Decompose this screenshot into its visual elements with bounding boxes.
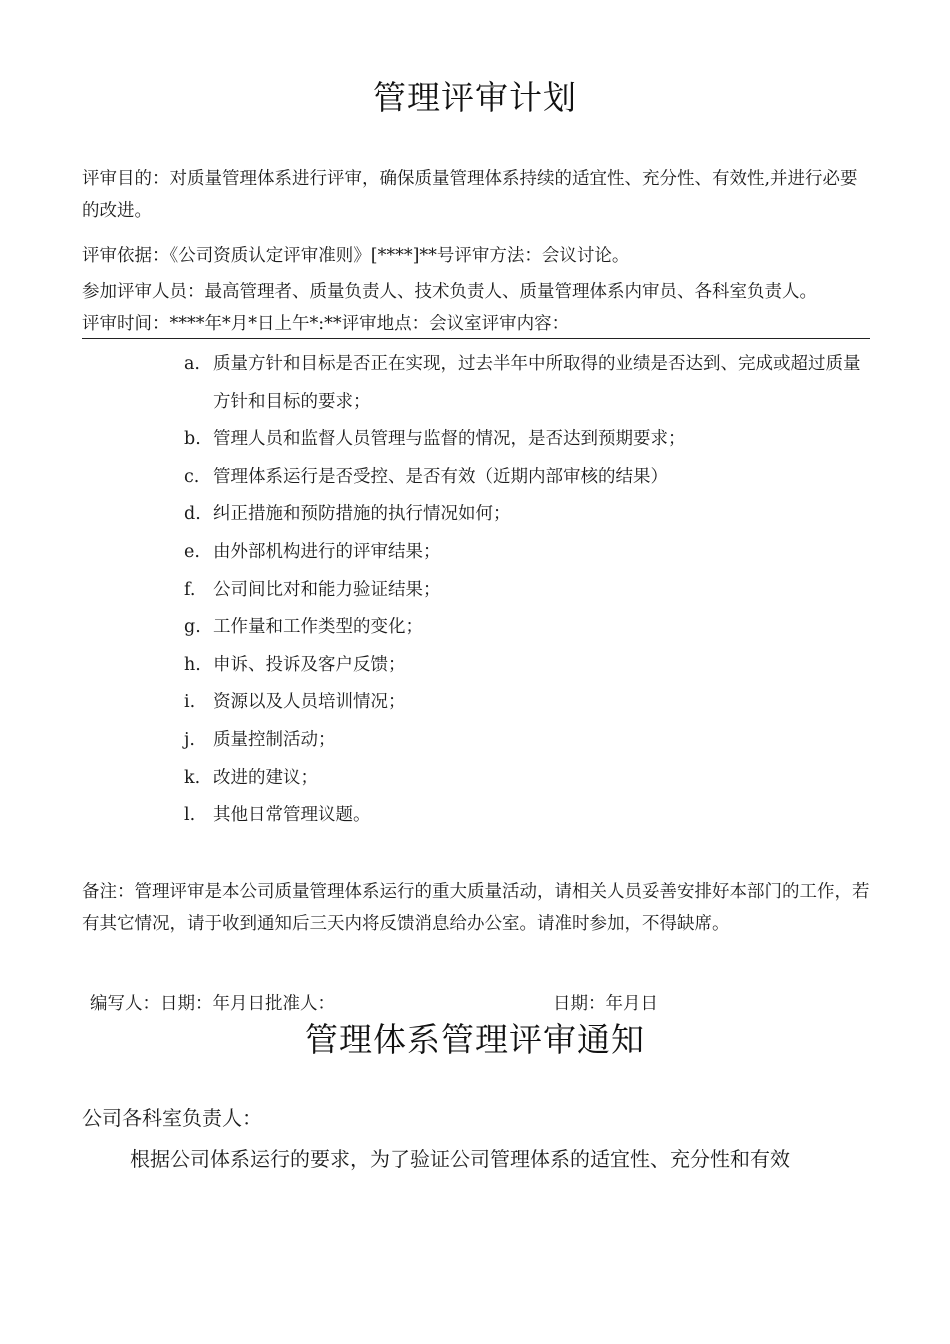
list-item-text: 由外部机构进行的评审结果； xyxy=(213,541,441,562)
list-marker: k. xyxy=(184,767,201,788)
list-item xyxy=(184,496,874,534)
list-marker: d. xyxy=(184,504,201,525)
list-marker: a. xyxy=(184,354,200,374)
plan-title: 管理评审计划 xyxy=(373,78,577,117)
list-item xyxy=(184,609,874,647)
notice-title: 管理体系管理评审通知 xyxy=(305,1020,645,1059)
list-marker: f. xyxy=(184,579,196,600)
list-item xyxy=(184,722,874,760)
list-item xyxy=(184,797,874,835)
list-marker: i. xyxy=(184,692,196,713)
list-item-text: 纠正措施和预防措施的执行情况如何； xyxy=(213,504,511,525)
list-item-text: 管理人员和监督人员管理与监督的情况，是否达到预期要求； xyxy=(213,429,686,450)
remark-paragraph: 备注：管理评审是本公司质量管理体系运行的重大质量活动，请相关人员妥善安排好本部门的工作，若有其它情况，请于收到通知后三天内将反馈消息给办公室。请准时参加，不得缺席。 xyxy=(82,882,870,934)
list-item-text: 工作量和工作类型的变化； xyxy=(213,617,423,638)
list-item xyxy=(184,421,874,459)
list-item-text: 改进的建议； xyxy=(213,767,318,788)
list-item xyxy=(184,534,874,572)
review-members: 参加评审人员：最高管理者、质量负责人、技术负责人、质量管理体系内审员、各科室负责人。 xyxy=(82,282,817,302)
review-content-list xyxy=(184,346,874,835)
list-item xyxy=(184,684,874,722)
list-marker: c. xyxy=(184,466,200,487)
list-item xyxy=(184,459,874,497)
list-item-text: 申诉、投诉及客户反馈； xyxy=(213,654,406,675)
review-time: 评审时间：****年*月*日上午*:**评审地点：会议室评审内容： xyxy=(82,310,870,339)
list-item xyxy=(184,572,874,610)
list-marker: j. xyxy=(184,729,195,750)
author-approver-line: 编写人：日期：年月日批准人： xyxy=(90,994,335,1014)
list-item xyxy=(184,760,874,798)
list-item-text: 其他日常管理议题。 xyxy=(213,805,371,826)
list-item xyxy=(184,647,874,685)
list-item-text: 质量方针和目标是否正在实现，过去半年中所取得的业绩是否达到、完成或超过质量方针和目标的要求； xyxy=(213,354,861,412)
list-marker: h. xyxy=(184,654,201,675)
list-marker: b. xyxy=(184,429,201,450)
list-marker: e. xyxy=(184,541,200,562)
list-item-text: 管理体系运行是否受控、是否有效（近期内部审核的结果） xyxy=(213,466,668,487)
list-item-text: 资源以及人员培训情况； xyxy=(213,692,406,713)
notice-body: 根据公司体系运行的要求，为了验证公司管理体系的适宜性、充分性和有效 xyxy=(130,1147,790,1171)
review-purpose: 评审目的：对质量管理体系进行评审，确保质量管理体系持续的适宜性、充分性、有效性,并进行必要的改进。 xyxy=(82,169,858,221)
list-marker: l. xyxy=(184,805,196,826)
notice-greeting: 公司各科室负责人： xyxy=(82,1106,262,1130)
list-item-text: 质量控制活动； xyxy=(213,729,336,750)
list-item-text: 公司间比对和能力验证结果； xyxy=(213,579,441,600)
review-basis: 评审依据：《公司资质认定评审准则》[****]**号评审方法：会议讨论。 xyxy=(82,246,630,266)
list-marker: g. xyxy=(184,617,201,638)
approval-date-line: 日期：年月日 xyxy=(553,994,658,1014)
list-item xyxy=(184,346,874,421)
